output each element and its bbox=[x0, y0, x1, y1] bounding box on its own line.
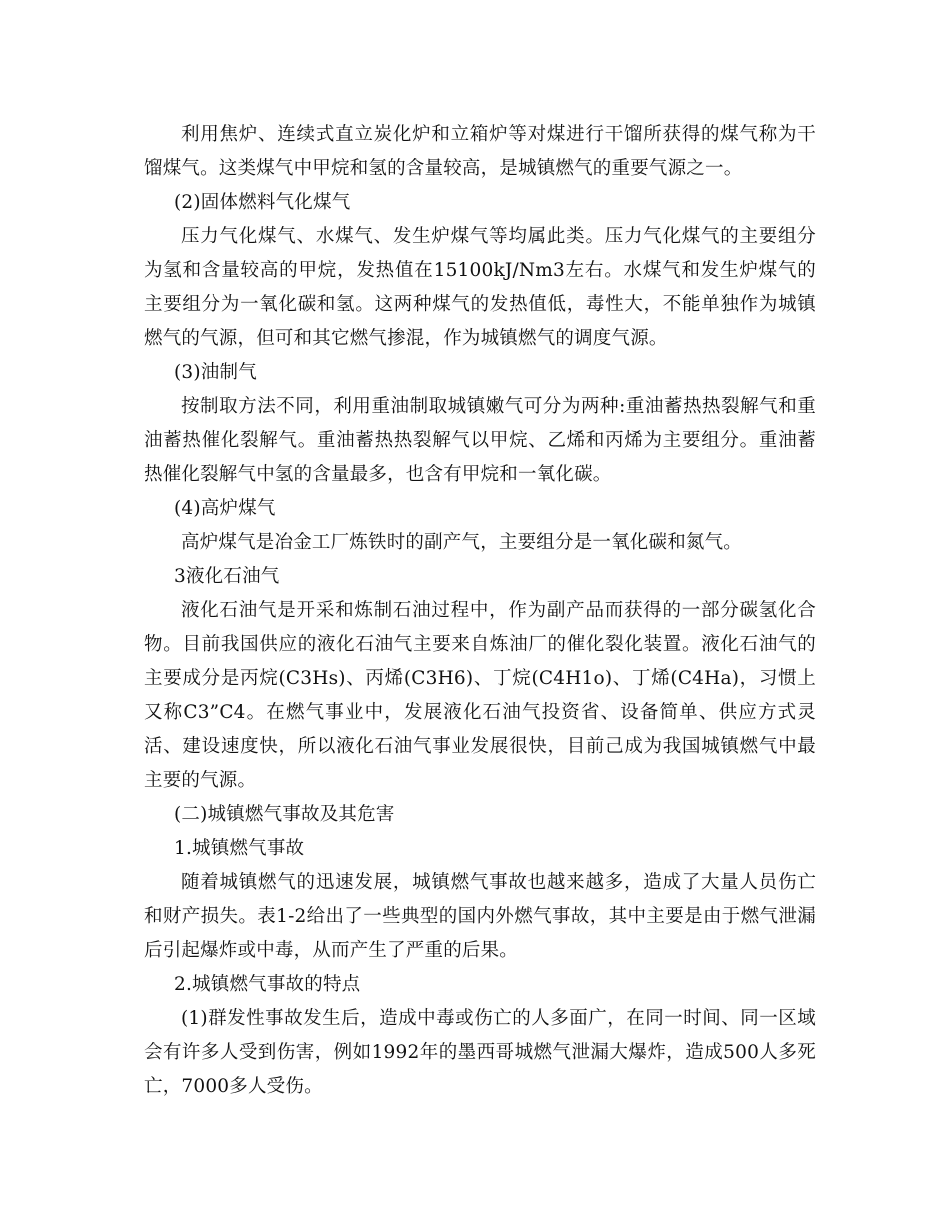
paragraph-oil-gas: 按制取方法不同，利用重油制取城镇嫩气可分为两种:重油蓄热热裂解气和重油蓄热催化裂解气。重油蓄热热裂解气以甲烷、乙烯和丙烯为主要组分。重油蓄热催化裂解气中氢的含量最多，也含有甲烷和一氧化碳。 bbox=[144, 396, 816, 485]
heading-lpg: 3液化石油气 bbox=[174, 566, 280, 587]
paragraph-mass-casualty: (1)群发性事故发生后，造成中毒或伤亡的人多面广，在同一时间、同一区域会有许多人受到伤害，例如1992年的墨西哥城燃气泄漏大爆炸，造成500人多死亡，7000多人受伤。 bbox=[144, 1008, 816, 1097]
paragraph-blast-furnace-gas: 高炉煤气是冶金工厂炼铁时的副产气，主要组分是一氧化碳和氮气。 bbox=[181, 532, 743, 553]
paragraph-dry-distillation-gas: 利用焦炉、连续式直立炭化炉和立箱炉等对煤进行干馏所获得的煤气称为干馏煤气。这类煤气中甲烷和氢的含量较高，是城镇燃气的重要气源之一。 bbox=[144, 124, 816, 179]
heading-blast-furnace-gas: (4)高炉煤气 bbox=[174, 498, 276, 519]
paragraph-lpg: 液化石油气是开采和炼制石油过程中，作为副产品而获得的一部分碳氢化合物。目前我国供应的液化石油气主要来自炼油厂的催化裂化装置。液化石油气的主要成分是丙烷(C3Hs)、丙烯(C3H6)、丁烷(C4H1o)、丁烯(C4Ha)，习惯上又称C3”C4。在燃气事业中，发展液化石油气投资省、设备简单、供应方式灵活、建设速度快，所以液化石油气事业发展很快，目前己成为我国城镇燃气中最主要的气源。 bbox=[144, 600, 816, 791]
heading-oil-gas: (3)油制气 bbox=[174, 362, 257, 383]
paragraph-urban-gas-accidents: 随着城镇燃气的迅速发展，城镇燃气事故也越来越多，造成了大量人员伤亡和财产损失。表1-2给出了一些典型的国内外燃气事故，其中主要是由于燃气泄漏后引起爆炸或中毒，从而产生了严重的后果。 bbox=[144, 872, 816, 961]
paragraph-solid-fuel-gas: 压力气化煤气、水煤气、发生炉煤气等均属此类。压力气化煤气的主要组分为氢和含量较高的甲烷，发热值在15100kJ/Nm3左右。水煤气和发生炉煤气的主要组分为一氧化碳和氢。这两种煤气的发热值低，毒性大，不能单独作为城镇燃气的气源，但可和其它燃气掺混，作为城镇燃气的调度气源。 bbox=[144, 226, 816, 349]
heading-accident-characteristics: 2.城镇燃气事故的特点 bbox=[174, 974, 361, 995]
document-body bbox=[144, 118, 816, 1104]
heading-gas-accidents: (二)城镇燃气事故及其危害 bbox=[174, 804, 395, 825]
heading-urban-gas-accidents: 1.城镇燃气事故 bbox=[174, 838, 305, 859]
heading-solid-fuel-gas: (2)固体燃料气化煤气 bbox=[174, 192, 351, 213]
